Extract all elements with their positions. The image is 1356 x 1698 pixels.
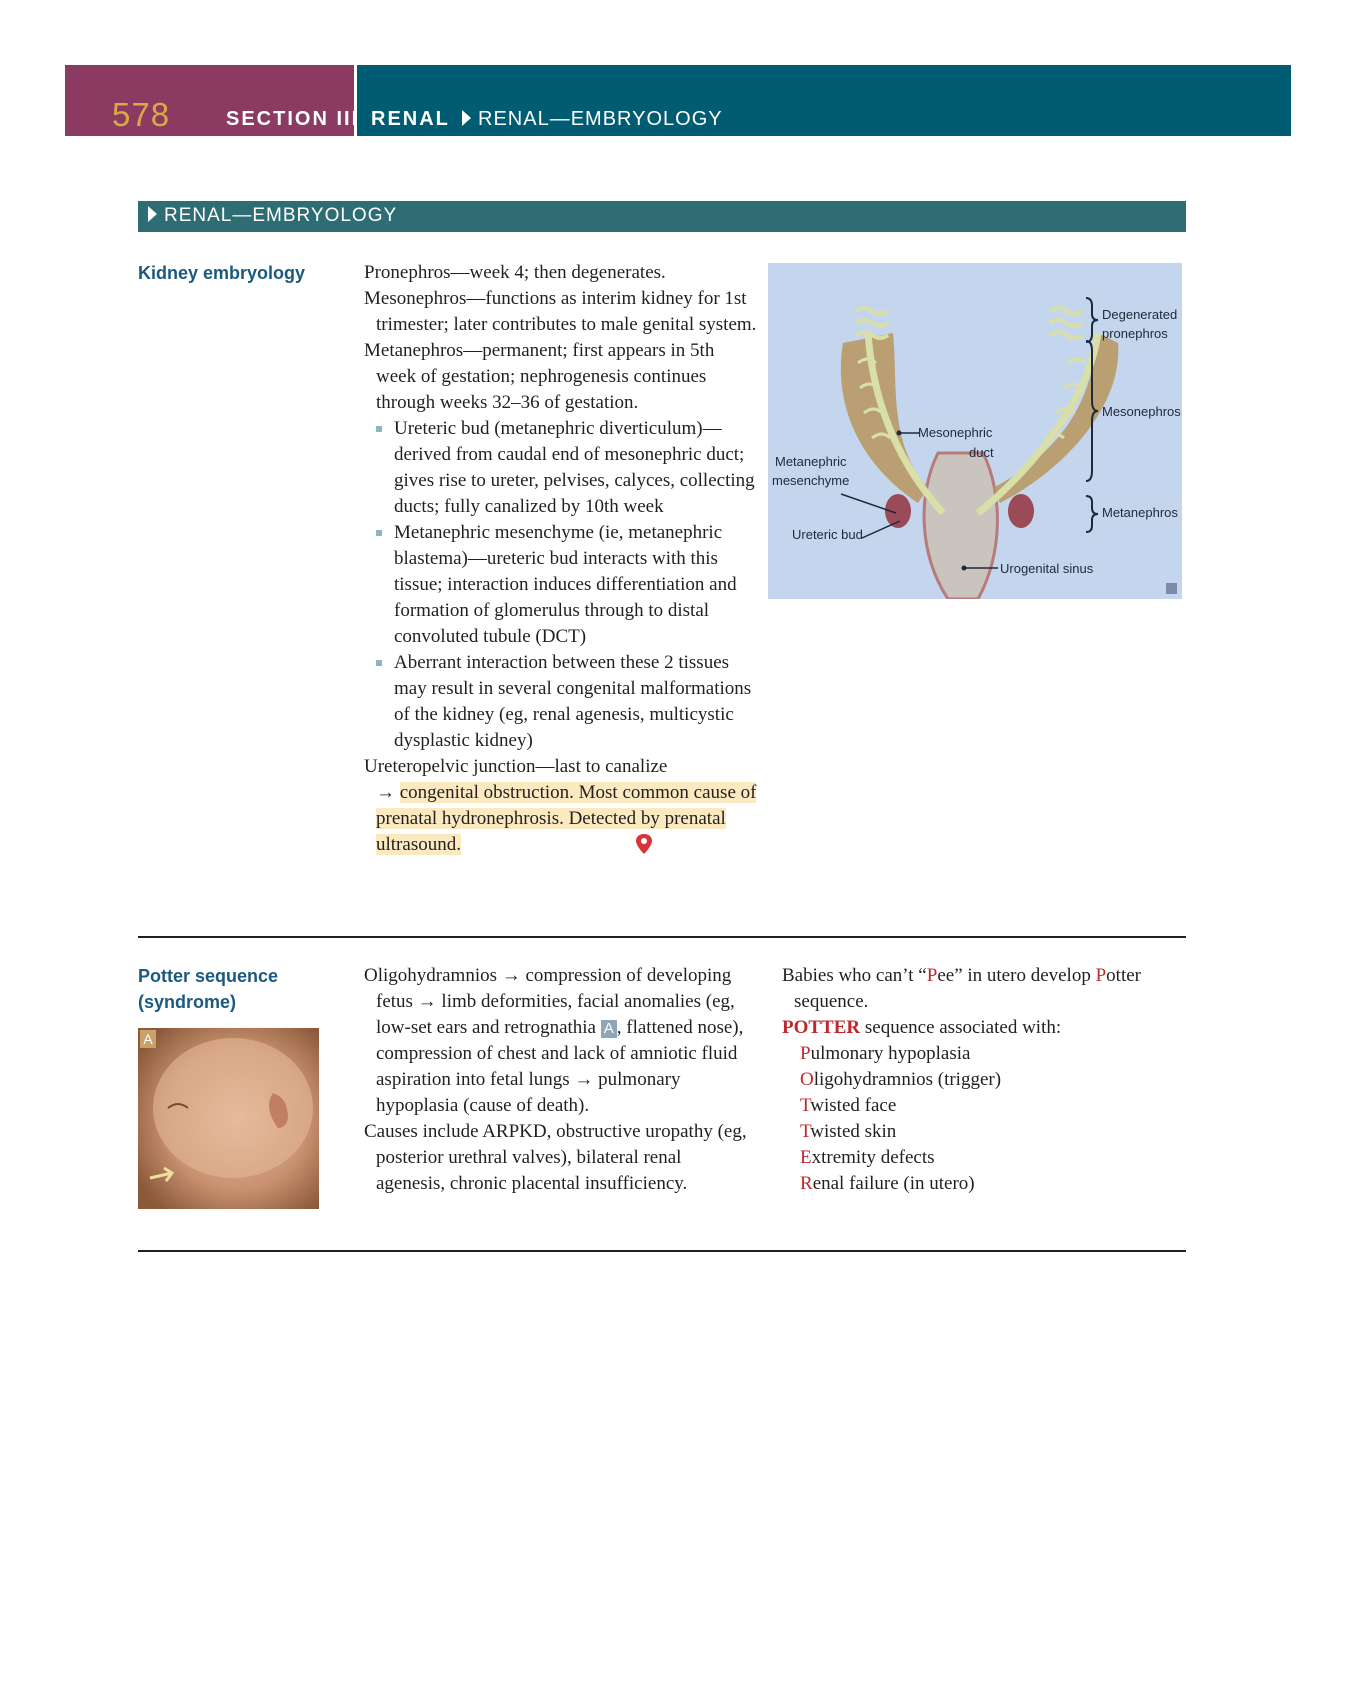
potter-heading: Potter sequence (syndrome)	[138, 966, 279, 1012]
potter-desc-2: Causes include ARPKD, obstructive uropathy (eg, posterior urethral valves), bilateral renal agenesis, chronic placental insufficiency.	[364, 1121, 747, 1194]
mnemonic-item: Twisted skin	[800, 1121, 897, 1142]
fetus-photo	[138, 1028, 319, 1209]
section-label: SECTION III	[226, 108, 360, 130]
bullet-icon	[376, 530, 382, 536]
breadcrumb	[462, 108, 723, 131]
kidney-body	[364, 260, 759, 858]
mesonephros-line: Mesonephros—functions as interim kidney for 1st trimester; later contributes to male genital system.	[364, 288, 757, 335]
label-mesonephric: Mesonephric	[918, 425, 993, 440]
mnemonic-item: Twisted face	[800, 1095, 897, 1116]
right-metanephros	[1008, 494, 1034, 528]
bullet-metanephric-mesenchyme: Metanephric mesenchyme (ie, metanephric blastema)—ureteric bud interacts with this tissue; interaction induces differentiation and formation of glomerulus through to distal convoluted tubule (DCT)	[364, 520, 759, 650]
chapter-label: RENAL	[371, 108, 450, 130]
potter-body	[364, 963, 754, 1197]
kidney-heading: Kidney embryology	[138, 263, 306, 283]
kidney-embryology-diagram	[768, 263, 1182, 599]
photo-label: A	[140, 1030, 156, 1048]
pronephros-line: Pronephros—week 4; then degenerates.	[364, 262, 666, 283]
label-mesenchyme: mesenchyme	[772, 473, 850, 488]
label-ureteric-bud: Ureteric bud	[792, 527, 863, 542]
potter-desc-1: Oligohydramnios → compression of developing fetus → limb deformities, facial anomalies (eg, low-set ears and retrognathia A , flattened nose), compression of chest and lack of amniotic fluid aspiration into fetal lungs → pulmonary hypoplasia (cause of death).	[364, 965, 744, 1116]
comment-pin-icon[interactable]	[636, 834, 652, 859]
right-mesonephros-shape	[993, 333, 1118, 503]
page-number: 578	[112, 96, 171, 133]
mnemonic-item: Oligohydramnios (trigger)	[800, 1069, 1002, 1090]
mnemonic-item: Extremity defects	[800, 1147, 935, 1168]
corner-icon	[1166, 583, 1177, 594]
mnemonic-list	[782, 1041, 1187, 1197]
mnemonic-item: Renal failure (in utero)	[800, 1173, 975, 1194]
bullet-icon	[376, 426, 382, 432]
bullet-icon	[376, 660, 382, 666]
label-degenerated: Degenerated	[1102, 307, 1178, 322]
bullet-ureteric-bud: Ureteric bud (metanephric diverticulum)—derived from caudal end of mesonephric duct; gives rise to ureter, pelvises, calyces, collecting ducts; fully canalized by 10th week	[364, 416, 759, 520]
potter-mnemonic	[782, 963, 1187, 1197]
row-divider	[138, 936, 1186, 938]
triangle-icon	[148, 206, 157, 222]
upj-line: Ureteropelvic junction—last to canalize → congenital obstruction. Most common cause of prenatal hydronephrosis. Detected by prenatal ultrasound.	[364, 756, 757, 855]
label-metanephros: Metanephros	[1102, 505, 1178, 520]
label-duct: duct	[969, 445, 994, 460]
triangle-icon	[462, 110, 471, 126]
mnemonic-intro: Babies who can’t “Pee” in utero develop Potter sequence.	[782, 965, 1141, 1012]
pronephros-waves	[856, 308, 1082, 338]
mnemonic-title: POTTER sequence associated with:	[782, 1017, 1062, 1038]
metanephros-line: Metanephros—permanent; first appears in 5th week of gestation; nephrogenesis continues through weeks 32–36 of gestation.	[364, 340, 715, 413]
breadcrumb-text: RENAL—EMBRYOLOGY	[478, 108, 723, 130]
bullet-aberrant-interaction: Aberrant interaction between these 2 tissues may result in several congenital malformations of the kidney (eg, renal agenesis, multicystic dysplastic kidney)	[364, 650, 759, 754]
mnemonic-item: Pulmonary hypoplasia	[800, 1043, 971, 1064]
highlighted-text[interactable]: congenital obstruction. Most common cause of prenatal hydronephrosis. Detected by prenatal ultrasound.	[376, 782, 757, 855]
label-metanephric: Metanephric	[775, 454, 847, 469]
label-urogenital-sinus: Urogenital sinus	[1000, 561, 1094, 576]
label-mesonephros: Mesonephros	[1102, 404, 1181, 419]
section-banner-title	[148, 205, 397, 227]
row-divider	[138, 1250, 1186, 1252]
banner-title-text: RENAL—EMBRYOLOGY	[164, 205, 398, 226]
label-pronephros: pronephros	[1102, 326, 1168, 341]
figure-ref-badge[interactable]: A	[601, 1020, 617, 1038]
urogenital-sinus-shape	[924, 453, 997, 599]
